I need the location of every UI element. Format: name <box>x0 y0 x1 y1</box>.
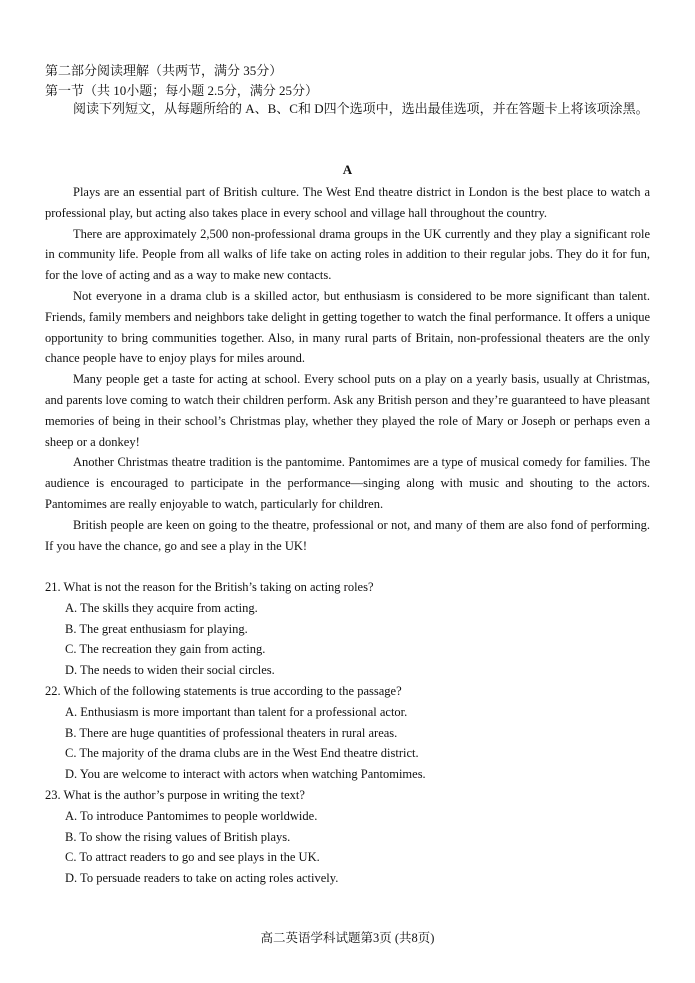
option-b: B. There are huge quantities of professional theaters in rural areas. <box>65 725 398 740</box>
paragraph: Plays are an essential part of British culture. The West End theatre district in London is the best place to watch a professional play, but acting also takes place in every school and village hall throughout the country. <box>45 185 650 220</box>
option-c: C. The recreation they gain from acting. <box>65 642 266 657</box>
paragraph: Another Christmas theatre tradition is the pantomime. Pantomimes are a type of musical comedy for families. The audience is encouraged to participate in the performance—singing along with music and shouting to the actors. Pantomimes are really enjoyable to watch, particularly for children. <box>45 455 650 511</box>
question-23 <box>45 785 650 889</box>
section-heading: 第一节（共 10小题；每小题 2.5分，满分 25分） <box>45 83 319 98</box>
option-a: A. The skills they acquire from acting. <box>65 600 258 615</box>
question-list <box>45 577 650 889</box>
option-a: A. To introduce Pantomimes to people worldwide. <box>65 808 318 823</box>
option-d: D. You are welcome to interact with actors when watching Pantomimes. <box>65 767 426 782</box>
part-heading: 第二部分阅读理解（共两节，满分 35分） <box>45 63 283 78</box>
paragraph: Not everyone in a drama club is a skilled actor, but enthusiasm is considered to be more significant than talent. Friends, family members and neighbors take delight in getting together to watch the final performance. It offers a unique opportunity to bring communities together. Also, in many rural parts of Britain, non-professional theaters are the only chance people have to enjoy plays for miles around. <box>45 288 650 366</box>
page-footer: 高二英语学科试题第3页 (共8页) <box>260 931 435 945</box>
paragraph: There are approximately 2,500 non-professional drama groups in the UK currently and they play a significant role in community life. People from all walks of life take on acting roles in addition to their regular jobs. They do it for fun, for the love of acting and as a way to make new contacts. <box>45 226 650 283</box>
passage-title: A <box>342 162 353 177</box>
question-stem: 22. Which of the following statements is true according to the passage? <box>45 683 402 698</box>
option-d: D. To persuade readers to take on acting roles actively. <box>65 871 339 886</box>
question-21 <box>45 577 650 681</box>
instructions: 阅读下列短文，从每题所给的 A、B、C和 D四个选项中，选出最佳选项，并在答题卡上将该项涂黑。 <box>73 101 649 116</box>
option-a: A. Enthusiasm is more important than talent for a professional actor. <box>65 704 408 719</box>
question-stem: 21. What is not the reason for the British’s taking on acting roles? <box>45 580 374 594</box>
option-b: B. To show the rising values of British plays. <box>65 829 291 844</box>
question-stem: 23. What is the author’s purpose in writing the text? <box>45 787 305 802</box>
option-b: B. The great enthusiasm for playing. <box>65 621 248 636</box>
question-22 <box>45 681 650 785</box>
option-c: C. To attract readers to go and see plays in the UK. <box>65 850 320 865</box>
option-c: C. The majority of the drama clubs are in the West End theatre district. <box>65 746 419 761</box>
paragraph: British people are keen on going to the theatre, professional or not, and many of them are also fond of performing. If you have the chance, go and see a play in the UK! <box>45 517 650 553</box>
option-d: D. The needs to widen their social circles. <box>65 663 275 678</box>
passage-body <box>45 182 650 556</box>
paragraph: Many people get a taste for acting at school. Every school puts on a play on a yearly basis, usually at Christmas, and parents love coming to watch their children perform. Ask any British person and they’re guaranteed to have pleasant memories of being in their school’s Christmas play, whether they played the role of Mary or Joseph or perhaps even a sheep or a donkey! <box>45 372 650 449</box>
